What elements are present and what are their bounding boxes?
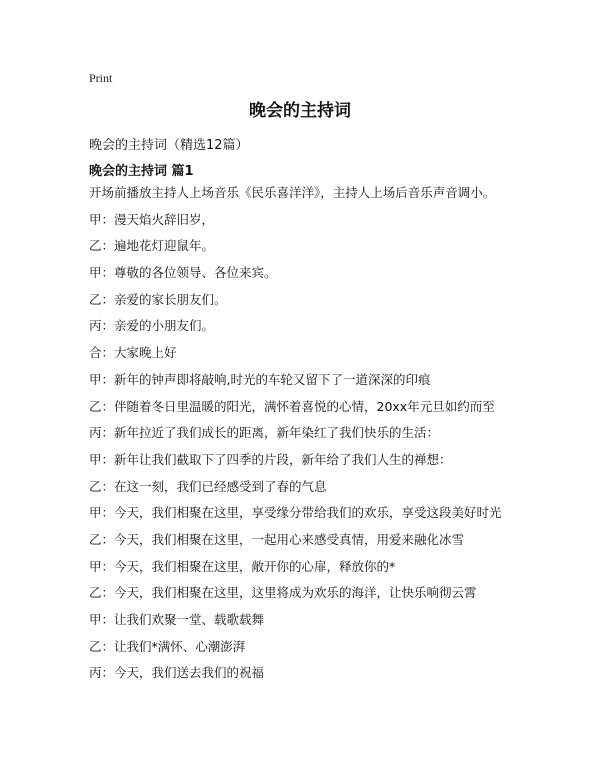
script-line: 甲：今天，我们相聚在这里，敞开你的心扉，释放你的* [89, 558, 396, 574]
script-line: 乙：在这一刻，我们已经感受到了春的气息 [89, 478, 327, 494]
script-line: 乙：让我们*满怀、心潮澎湃 [89, 638, 246, 654]
script-line: 乙：今天，我们相聚在这里，这里将成为欢乐的海洋，让快乐响彻云霄 [89, 585, 477, 601]
print-label: Print [89, 71, 113, 85]
script-line: 甲：今天，我们相聚在这里，享受缘分带给我们的欢乐，享受这段美好时光 [89, 505, 502, 521]
page-title: 晚会的主持词 [249, 101, 351, 121]
script-line: 乙：伴随着冬日里温暖的阳光，满怀着喜悦的心情，20xx年元旦如约而至 [89, 398, 495, 414]
section-heading: 晚会的主持词 篇1 [89, 164, 194, 179]
script-line: 丙：今天，我们送去我们的祝福 [89, 665, 265, 681]
script-line: 合：大家晚上好 [89, 345, 177, 361]
script-line: 甲：让我们欢聚一堂、载歌载舞 [89, 612, 265, 627]
script-line: 丙：新年拉近了我们成长的距离，新年染红了我们快乐的生活： [89, 425, 440, 441]
script-line: 乙：今天，我们相聚在这里，一起用心来感受真情，用爱来融化冰雪 [89, 531, 465, 547]
script-line: 乙：亲爱的家长朋友们。 [89, 291, 227, 307]
script-line: 甲：新年的钟声即将敲响,时光的车轮又留下了一道深深的印痕 [89, 371, 431, 387]
script-line: 甲：新年让我们截取下了四季的片段，新年给了我们人生的禅想： [89, 451, 452, 467]
document-subtitle: 晚会的主持词（精选12篇） [89, 138, 249, 153]
script-line: 甲：尊敬的各位领导、各位来宾。 [89, 265, 277, 281]
script-line: 甲：漫天焰火辞旧岁， [89, 211, 215, 227]
script-lines [89, 184, 529, 691]
script-line: 乙：遍地花灯迎鼠年。 [89, 238, 215, 254]
script-line: 丙：亲爱的小朋友们。 [89, 318, 215, 334]
script-line: 开场前播放主持人上场音乐《民乐喜洋洋》，主持人上场后音乐声音调小。 [89, 185, 496, 200]
